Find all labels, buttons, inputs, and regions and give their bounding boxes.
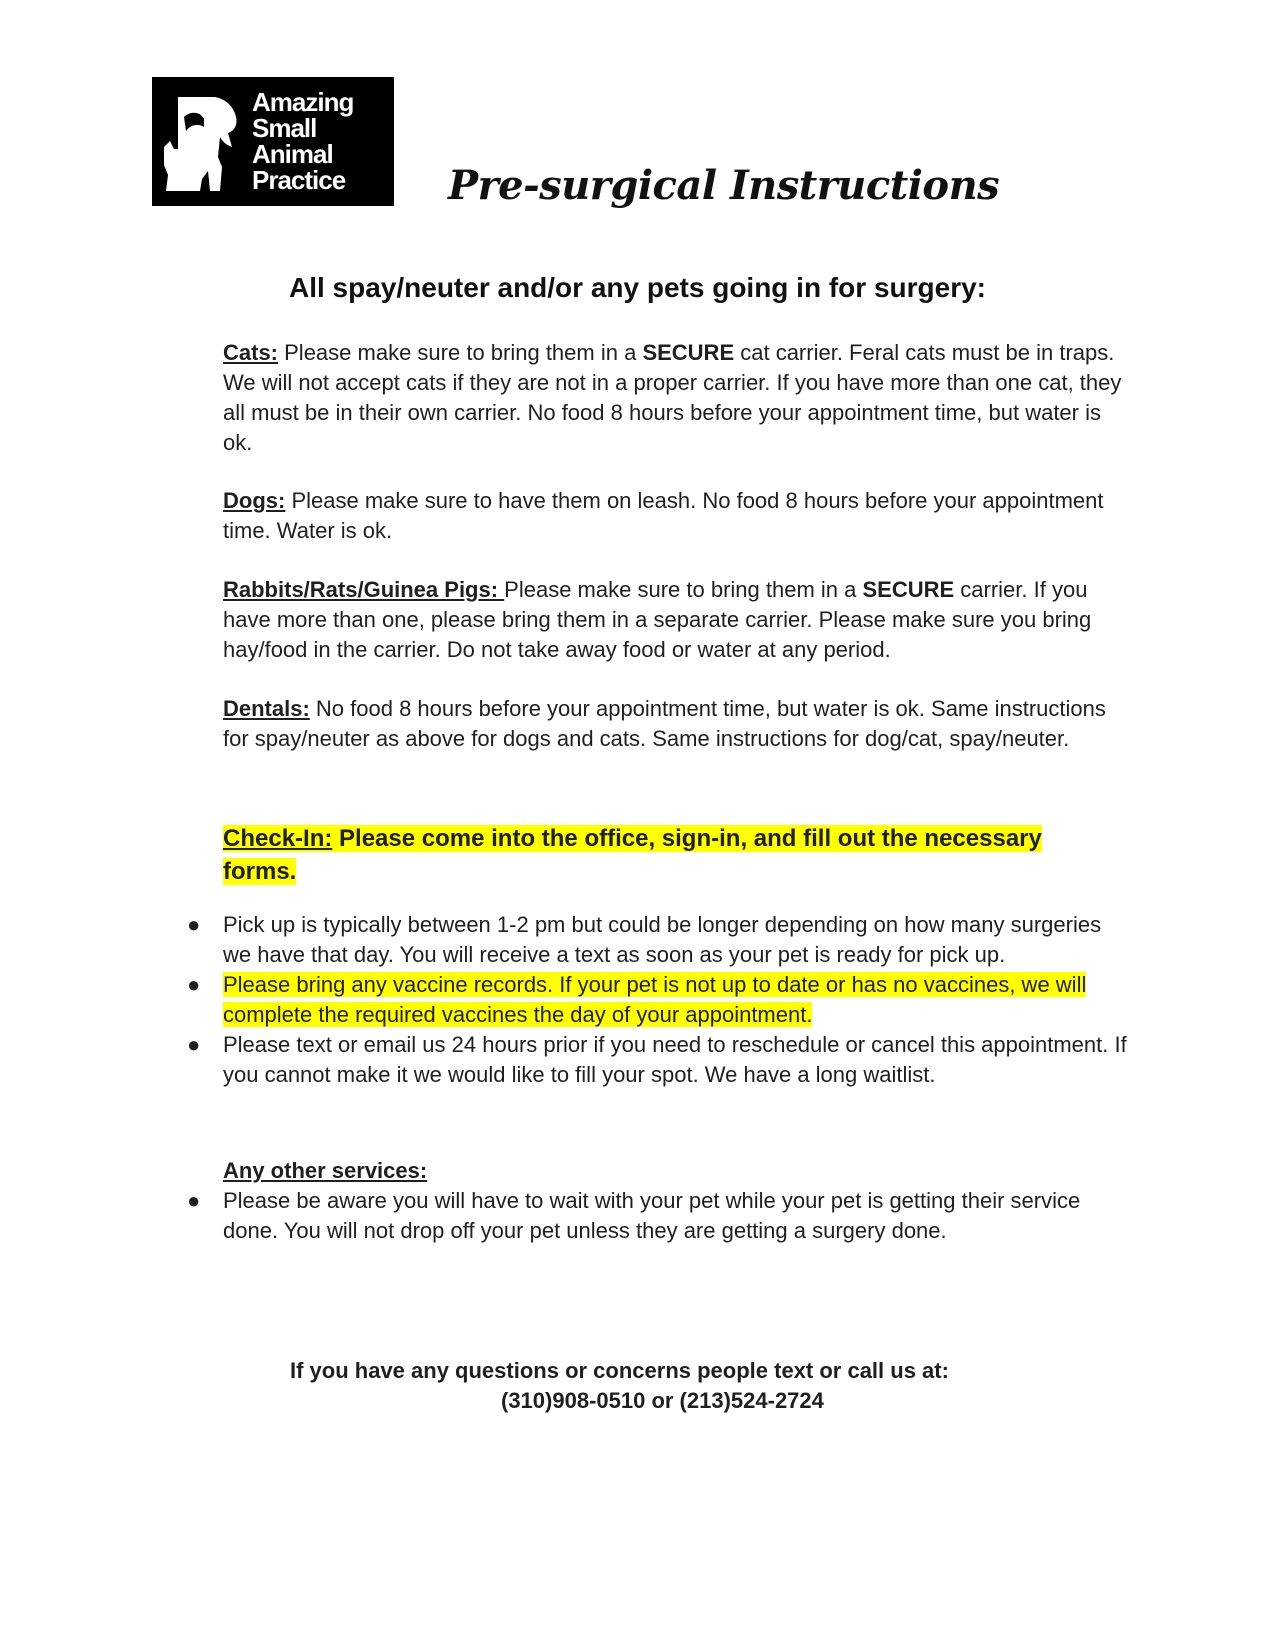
rabbits-text-a: Please make sure to bring them in a [504,577,863,602]
footer-phone-numbers: (310)908-0510 or (213)524-2724 [501,1388,824,1413]
footer-contact-line: If you have any questions or concerns people text or call us at: [290,1358,949,1383]
cats-paragraph [223,338,1128,458]
list-item [187,910,1128,970]
bullet-text: Please text or email us 24 hours prior if you need to reschedule or cancel this appointment. If you cannot make it we would like to fill your spot. We have a long waitlist. [223,1032,1127,1087]
rabbits-text-b: carrier. If you have more than one, please bring them in a separate carrier. Please make sure you bring hay/food in the carrier. Do not take away food or water at any period. [223,577,1092,662]
list-item [187,1186,1128,1246]
checkin-text: Please come into the office, sign-in, and fill out the necessary forms. [223,825,1042,885]
checkin-paragraph [223,822,1103,888]
bullet-icon: ● [187,1188,201,1213]
cats-bold: SECURE [642,340,735,365]
document-title: Pre-surgical Instructions [448,162,1000,209]
cats-label: Cats: [223,340,279,365]
bullet-text: Please be aware you will have to wait with your pet while your pet is getting their service done. You will not drop off your pet unless they are getting a surgery done. [223,1188,1081,1243]
other-services-label: Any other services: [223,1158,428,1183]
dog-cat-silhouette-icon [160,87,250,199]
bullet-icon: ● [187,1032,201,1057]
bullet-text: Pick up is typically between 1-2 pm but could be longer depending on how many surgeries we have that day. You will receive a text as soon as your pet is ready for pick up. [223,912,1102,967]
checkin-label: Check-In: [223,825,333,852]
dogs-label: Dogs: [223,488,286,513]
logo-line: Practice [252,165,346,195]
rabbits-bold: SECURE [862,577,955,602]
dogs-paragraph [223,486,1128,546]
bullet-icon: ● [187,912,201,937]
pickup-bullet-list [187,910,1128,1090]
bullet-text-highlighted: Please bring any vaccine records. If your pet is not up to date or has no vaccines, we will complete the required vaccines the day of your appointment. [223,972,1087,1027]
dentals-label: Dentals: [223,696,310,721]
logo-line: Small [252,113,317,143]
practice-logo [152,77,394,206]
bullet-icon: ● [187,972,201,997]
dentals-paragraph [223,694,1128,754]
logo-wordmark [252,89,353,193]
list-item [187,1030,1128,1090]
rabbits-label: Rabbits/Rats/Guinea Pigs: [223,577,505,602]
logo-line: Amazing [252,87,354,117]
dentals-text: No food 8 hours before your appointment time, but water is ok. Same instructions for spay/neuter as above for dogs and cats. Same instructions for dog/cat, spay/neuter. [223,696,1106,751]
rabbits-paragraph [223,575,1128,665]
section-heading: All spay/neuter and/or any pets going in for surgery: [288,272,986,303]
list-item [187,970,1128,1030]
cats-text-b: cat carrier. Feral cats must be in traps. We will not accept cats if they are not in a proper carrier. If you have more than one cat, they all must be in their own carrier. No food 8 hours before your appointment time, but water is ok. [223,340,1122,455]
other-services-list [187,1186,1128,1246]
cats-text-a: Please make sure to bring them in a [278,340,643,365]
logo-line: Animal [252,139,333,169]
dogs-text: Please make sure to have them on leash. No food 8 hours before your appointment time. Water is ok. [223,488,1104,543]
